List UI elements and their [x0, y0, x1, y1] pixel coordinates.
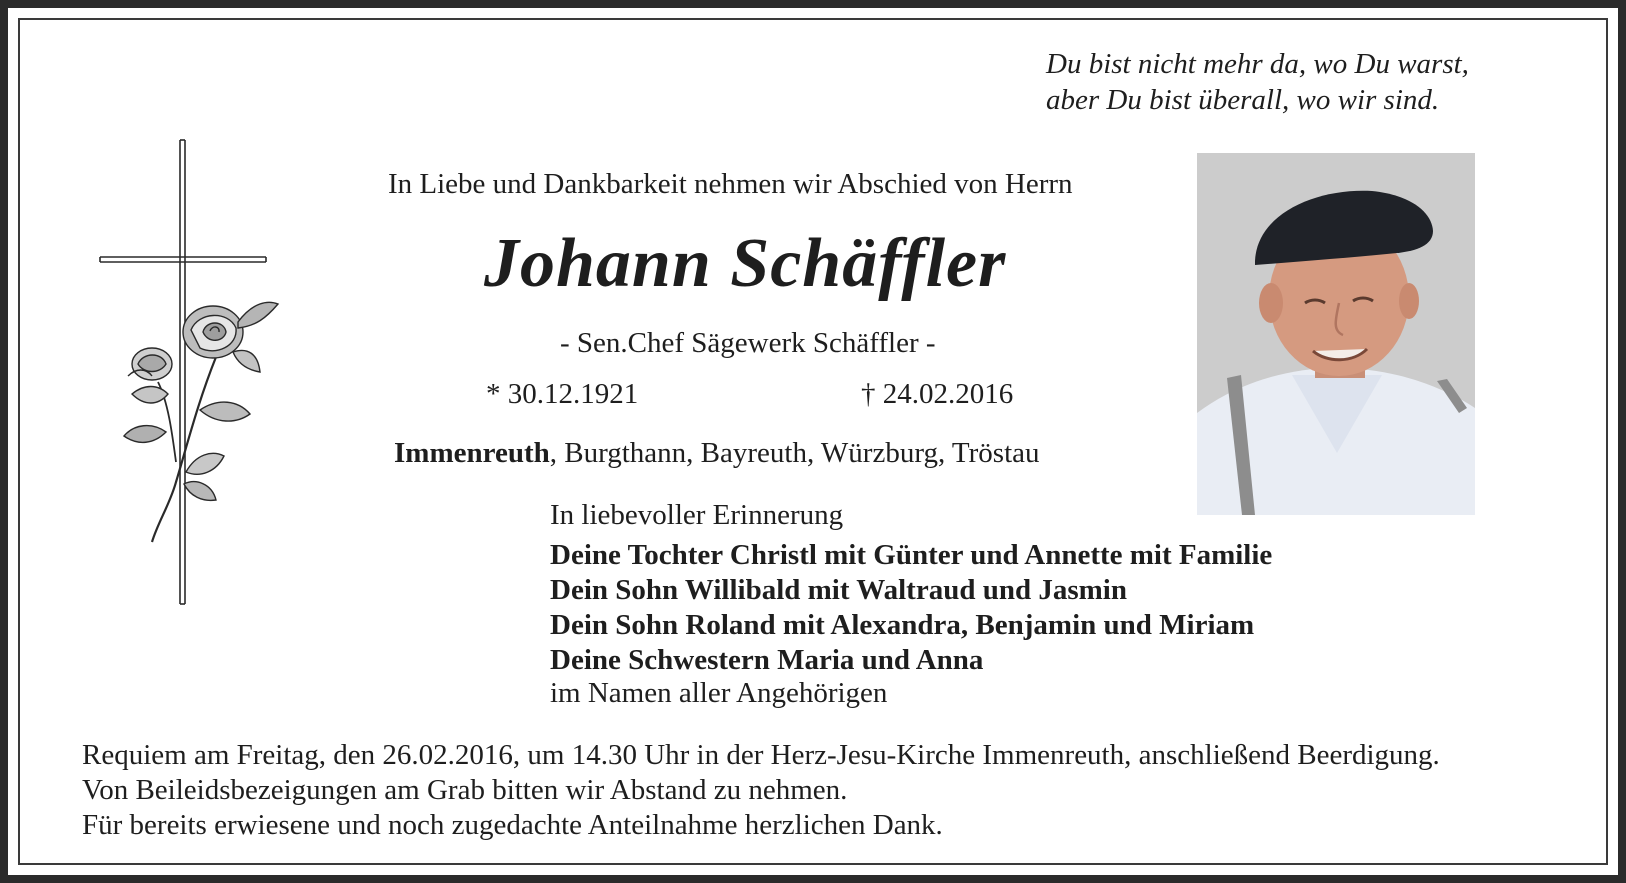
family-line: Deine Schwestern Maria und Anna: [550, 644, 984, 676]
closing-text: im Namen aller Angehörigen: [550, 677, 888, 709]
birth-date: * 30.12.1921: [486, 378, 639, 410]
motto-line-2: aber Du bist überall, wo wir sind.: [1046, 84, 1440, 116]
remembrance-heading: In liebevoller Erinnerung: [550, 499, 844, 531]
deceased-name: Johann Schäffler: [484, 225, 1007, 302]
family-list: [550, 538, 1272, 678]
places-others: , Burgthann, Bayreuth, Würzburg, Tröstau: [549, 437, 1040, 469]
intro-text: In Liebe und Dankbarkeit nehmen wir Abschied von Herrn: [388, 168, 1073, 200]
portrait-photo: [1197, 153, 1475, 515]
motto-line-1: Du bist nicht mehr da, wo Du warst,: [1046, 48, 1469, 80]
deceased-role: - Sen.Chef Sägewerk Schäffler -: [560, 327, 936, 359]
footer-line-2: Von Beileidsbezeigungen am Grab bitten wir Abstand zu nehmen.: [82, 774, 848, 806]
footer-notice: [82, 738, 1440, 843]
motto-quote: [1046, 46, 1469, 118]
places-line: [394, 437, 1040, 470]
family-line: Dein Sohn Willibald mit Waltraud und Jasmin: [550, 574, 1127, 606]
footer-line-3: Für bereits erwiesene und noch zugedachte Anteilnahme herzlichen Dank.: [82, 809, 943, 841]
place-primary: Immenreuth: [394, 437, 550, 469]
family-line: Dein Sohn Roland mit Alexandra, Benjamin und Miriam: [550, 609, 1255, 641]
footer-line-1: Requiem am Freitag, den 26.02.2016, um 14.30 Uhr in der Herz-Jesu-Kirche Immenreuth, anschließend Beerdigung.: [82, 739, 1440, 771]
cross-with-rose-icon: [88, 132, 284, 612]
family-line: Deine Tochter Christl mit Günter und Annette mit Familie: [550, 539, 1273, 571]
death-date: † 24.02.2016: [861, 378, 1014, 410]
